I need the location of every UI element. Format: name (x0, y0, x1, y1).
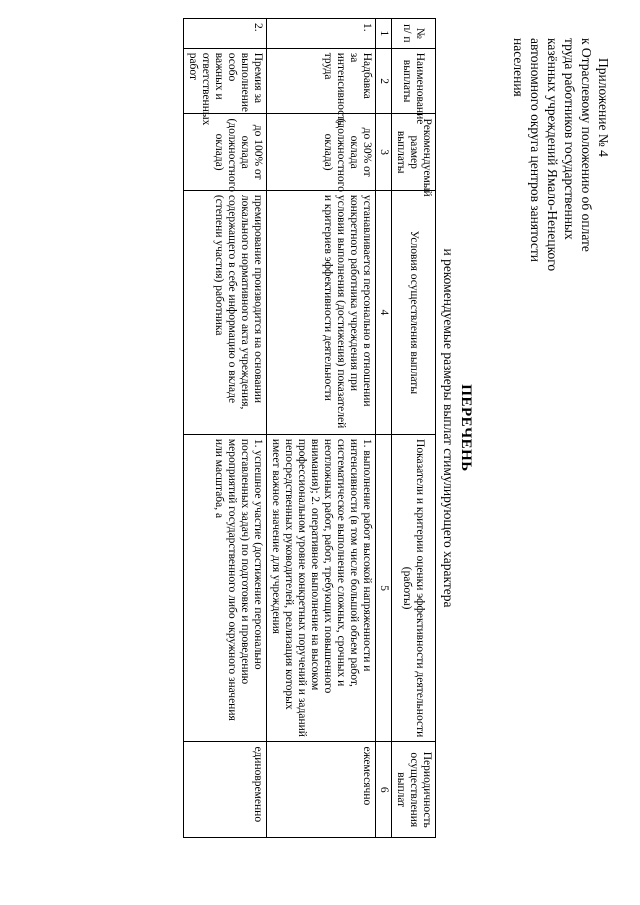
rotated-page (52, 18, 612, 838)
column-number: 4 (376, 190, 392, 434)
annex-line: труда работников государственных (562, 38, 577, 240)
annex-header (510, 38, 612, 338)
annex-line: казённых учреждений Ямало-Ненецкого (545, 38, 560, 272)
header-cell-size: Рекомендуемый размер выплаты (392, 114, 436, 190)
annex-line: населения (511, 38, 526, 97)
payments-table (183, 18, 436, 838)
table-header-row (392, 19, 436, 838)
header-cell-number: № п/ п (392, 19, 436, 49)
column-number: 1 (376, 19, 392, 49)
column-number: 3 (376, 114, 392, 190)
document-heading (440, 18, 474, 838)
column-number: 2 (376, 48, 392, 114)
column-number: 6 (376, 742, 392, 838)
table-row (184, 19, 267, 838)
header-cell-period: Периодичность осуществления выплат (392, 742, 436, 838)
column-number-row (376, 19, 392, 838)
row-number: 2. (184, 19, 267, 49)
header-cell-conditions: Условия осуществления выплаты (392, 190, 436, 434)
payment-size: до 100% от оклада (должностного оклада) (184, 114, 267, 190)
document-subtitle: и рекомендуемые размеры выплат стимулирующего характера (441, 248, 456, 608)
payment-criteria: 1. выполнение работ высокой напряженности и интенсивности (в том числе большой объем работ, систематическое выполнение сложных, срочных и неотложных работ, работ, требующих повышенного внимания); 2. оперативное выполнение на высоком профессиональном уровне конкретных поручений и заданий непосредственных руководителей, реализация которых имеет важное значение для учреждения (267, 434, 376, 742)
payment-conditions: устанавливается персонально в отношении конкретного работника учреждения при условии выполнения (достижения) показателей и критериев эффективности деятельности (267, 190, 376, 434)
payment-conditions: премирование производится на основании локального нормативного акта учреждения, содержащего в себе информацию о вкладе (степени участия) работника (184, 190, 267, 434)
payment-size: до 30% от оклада (должностного оклада) (267, 114, 376, 190)
column-number: 5 (376, 434, 392, 742)
document-title: ПЕРЕЧЕНЬ (458, 384, 474, 472)
table-row (267, 19, 376, 838)
payment-criteria: 1. успешное участие (достижение персонально поставленных задач) по подготовке и проведению мероприятий государственного либо окружного значения или масштаба, а (184, 434, 267, 742)
annex-line: автономного округа центров занятости (528, 38, 543, 263)
annex-number: Приложение № 4 (596, 58, 611, 157)
annex-line: к Отраслевому положению об оплате (579, 38, 594, 252)
payment-period: единовременно (184, 742, 267, 838)
header-cell-criteria: Показатели и критерии оценки эффективности деятельности (работы) (392, 434, 436, 742)
payment-period: ежемесячно (267, 742, 376, 838)
payment-name: Надбавка за интенсивность труда (267, 48, 376, 114)
row-number: 1. (267, 19, 376, 49)
header-cell-name: Наименование выплаты (392, 48, 436, 114)
payment-name: Премия за выполнение особо важных и ответственных работ (184, 48, 267, 114)
